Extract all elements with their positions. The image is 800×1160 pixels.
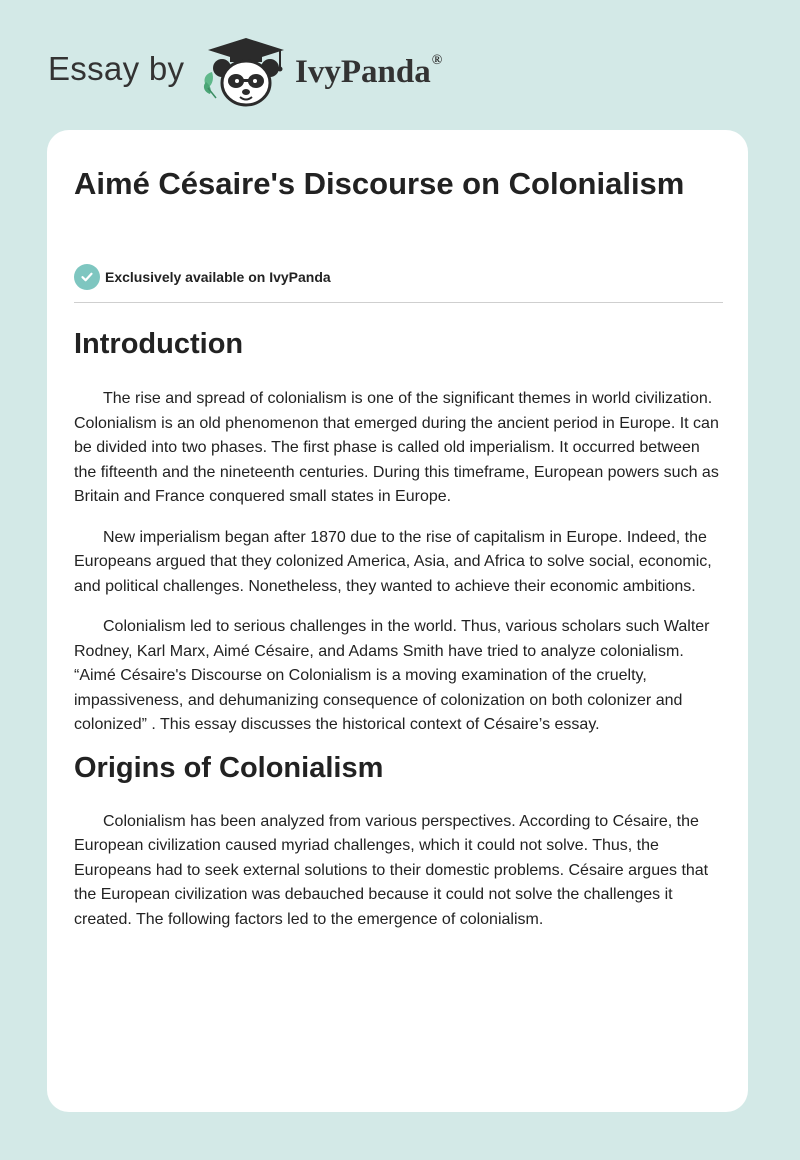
check-circle-icon: [74, 264, 100, 290]
exclusive-badge: [74, 264, 331, 290]
paragraph: Colonialism has been analyzed from various perspectives. According to Césaire, the European civilization caused myriad challenges, which it could not solve. Thus, the Europeans had to seek external solutions to their domestic problems. Césaire argues that the European civilization was debauched because it could not solve the challenges it created. The following factors led to the emergence of colonialism.: [74, 812, 709, 928]
badge-text: Exclusively available on IvyPanda: [105, 269, 331, 285]
paragraph: The rise and spread of colonialism is one of the significant themes in world civilization. Colonialism is an old phenomenon that emerged during the ancient period in Europe. It can be divided into two phases. The first phase is called old imperialism. It occurred between the fifteenth and the nineteenth centuries. During this timeframe, European powers such as Britain and France conquered small states in Europe.: [74, 390, 719, 505]
panda-graduate-icon[interactable]: [200, 36, 292, 108]
section-heading-origins: Origins of Colonialism: [74, 751, 384, 784]
essay-body: [74, 326, 724, 932]
paragraph: Colonialism led to serious challenges in the world. Thus, various scholars such Walter Rodney, Karl Marx, Aimé Césaire, and Adams Smith have tried to analyze colonialism. “Aimé Césaire's Discourse on Colonialism is a moving examination of the cruelty, impassiveness, and dehumanizing consequence of colonization on both colonizer and colonized” . This essay discusses the historical context of Césaire’s essay.: [74, 618, 710, 733]
essay-card: [47, 130, 748, 1112]
paragraph: New imperialism began after 1870 due to the rise of capitalism in Europe. Indeed, the Europeans argued that they colonized America, Asia, and Africa to solve social, economic, and political challenges. Nonetheless, they wanted to achieve their economic ambitions.: [74, 528, 712, 595]
ivy-leaf-icon: [204, 72, 216, 98]
section-heading-introduction: Introduction: [74, 328, 244, 360]
registered-mark: ®: [431, 53, 443, 68]
brand-name: IvyPanda: [295, 54, 431, 90]
essay-by-label: Essay by: [48, 50, 185, 87]
divider: [74, 302, 723, 303]
essay-title: Aimé Césaire's Discourse on Colonialism: [74, 166, 685, 201]
brand-logo-text[interactable]: [295, 54, 442, 91]
site-header: [0, 0, 800, 130]
